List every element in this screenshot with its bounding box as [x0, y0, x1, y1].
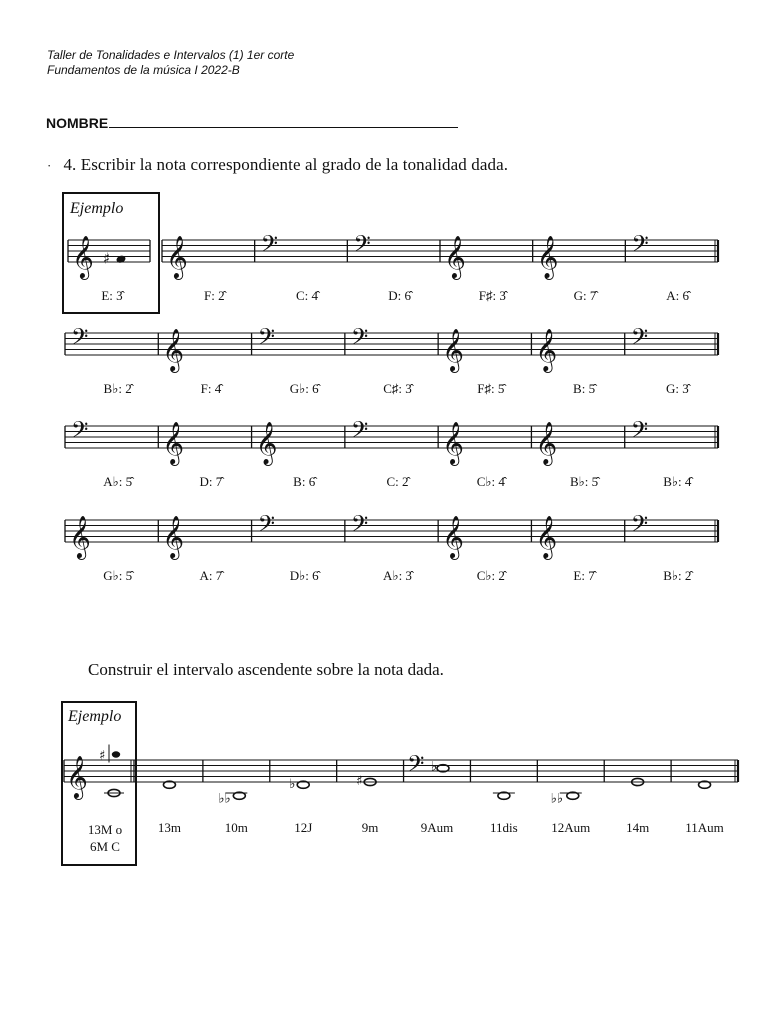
degree-label: B♭: 2̂ [663, 568, 692, 583]
example-answer-line2: 6M C [90, 839, 120, 854]
interval-label: 10m [224, 820, 248, 835]
interval-label: 14m [626, 820, 650, 835]
bass-clef: 𝄢 [350, 511, 369, 543]
bass-clef: 𝄢 [630, 417, 649, 449]
flat-sign: ♭♭ [218, 791, 231, 807]
treble-clef: 𝄞 [69, 515, 91, 558]
treble-clef: 𝄞 [66, 755, 88, 798]
interval-label: 11dis [490, 820, 518, 835]
treble-clef: 𝄞 [536, 235, 559, 278]
degree-label: D♭: 6̂ [289, 568, 319, 583]
interval-label: 13m [157, 820, 181, 835]
degree-label: B: 6̂ [293, 474, 316, 489]
interval-label: 12Aum [551, 820, 591, 835]
flat-sign: ♭♭ [550, 791, 564, 807]
degree-label: C: 2̂ [386, 474, 409, 489]
degree-label: G: 7̂ [573, 288, 597, 303]
interval-label: 12J [294, 820, 313, 835]
bass-clef: 𝄢 [71, 417, 89, 449]
sharp-sign: ♯ [99, 748, 106, 764]
name-label: NOMBRE [46, 115, 109, 131]
treble-clef: 𝄞 [442, 328, 465, 371]
interval-label: 11Aum [685, 820, 724, 835]
example-label-5: Ejemplo [68, 708, 122, 725]
interval-label: 9m [361, 820, 379, 835]
degree-label: G: 3̂ [665, 381, 689, 396]
bass-clef: 𝄢 [350, 417, 369, 449]
bass-clef: 𝄢 [71, 324, 89, 356]
degree-label: G♭: 5̂ [103, 568, 133, 583]
degree-label: B♭: 5̂ [569, 474, 599, 489]
degree-label: C♭: 2̂ [476, 568, 505, 583]
example-answer-line1: 13M o [87, 822, 123, 837]
treble-clef: 𝄞 [72, 235, 94, 278]
example-degree-label: E: 3̂ [101, 288, 123, 303]
bass-clef: 𝄢 [257, 324, 275, 356]
treble-clef: 𝄞 [166, 235, 188, 278]
bass-clef: 𝄢 [630, 511, 649, 543]
treble-clef: 𝄞 [535, 515, 558, 558]
treble-clef: 𝄞 [162, 328, 185, 371]
treble-clef: 𝄞 [442, 515, 465, 558]
degree-label: F♯: 3̂ [478, 288, 506, 303]
flat-sign: ♭ [431, 759, 438, 775]
exercise-5-title: Construir el intervalo ascendente sobre la nota dada. [88, 660, 444, 679]
degree-label: F: 2̂ [204, 288, 225, 303]
bass-clef: 𝄢 [407, 751, 425, 783]
worksheet-title: Taller de Tonalidades e Intervalos (1) 1er corte [47, 48, 295, 62]
flat-sign: ♭ [289, 777, 296, 792]
degree-label: E: 7̂ [573, 568, 595, 583]
course-subtitle: Fundamentos de la música I 2022-B [47, 63, 240, 77]
degree-label: C♭: 4̂ [476, 474, 505, 489]
treble-clef: 𝄞 [535, 421, 558, 464]
degree-label: A: 6̂ [666, 288, 690, 303]
degree-label: A: 7̂ [199, 568, 223, 583]
exercise-4-text: 4. Escribir la nota correspondiente al grado de la tonalidad dada. [63, 155, 509, 174]
degree-label: C♯: 3̂ [383, 381, 412, 396]
example-label-4: Ejemplo [70, 200, 124, 217]
degree-label: C: 4̂ [295, 288, 319, 303]
bullet: · [47, 158, 52, 173]
treble-clef: 𝄞 [442, 421, 465, 464]
bass-clef: 𝄢 [257, 511, 275, 543]
sharp-sign: ♯ [356, 774, 363, 789]
bass-clef: 𝄢 [353, 231, 371, 263]
degree-label: B: 5̂ [573, 381, 596, 396]
degree-label: A♭: 3̂ [383, 568, 412, 583]
degree-label: A♭: 5̂ [103, 474, 133, 489]
treble-clef: 𝄞 [255, 421, 278, 464]
treble-clef: 𝄞 [162, 515, 185, 558]
bass-clef: 𝄢 [350, 324, 369, 356]
interval-label: 9Aum [420, 820, 454, 835]
answer-note [112, 751, 120, 757]
degree-label: D: 6̂ [388, 288, 412, 303]
degree-label: F♯: 5̂ [477, 381, 505, 396]
treble-clef: 𝄞 [535, 328, 558, 371]
treble-clef: 𝄞 [444, 235, 466, 278]
bass-clef: 𝄢 [631, 231, 649, 263]
degree-label: B♭: 4̂ [663, 474, 692, 489]
degree-label: G♭: 6̂ [289, 381, 319, 396]
degree-label: D: 7̂ [199, 474, 223, 489]
bass-clef: 𝄢 [260, 231, 279, 263]
degree-label: B♭: 2̂ [103, 381, 132, 396]
sharp-sign: ♯ [103, 249, 111, 268]
treble-clef: 𝄞 [162, 421, 185, 464]
degree-label: F: 4̂ [200, 381, 222, 396]
bass-clef: 𝄢 [630, 324, 649, 356]
